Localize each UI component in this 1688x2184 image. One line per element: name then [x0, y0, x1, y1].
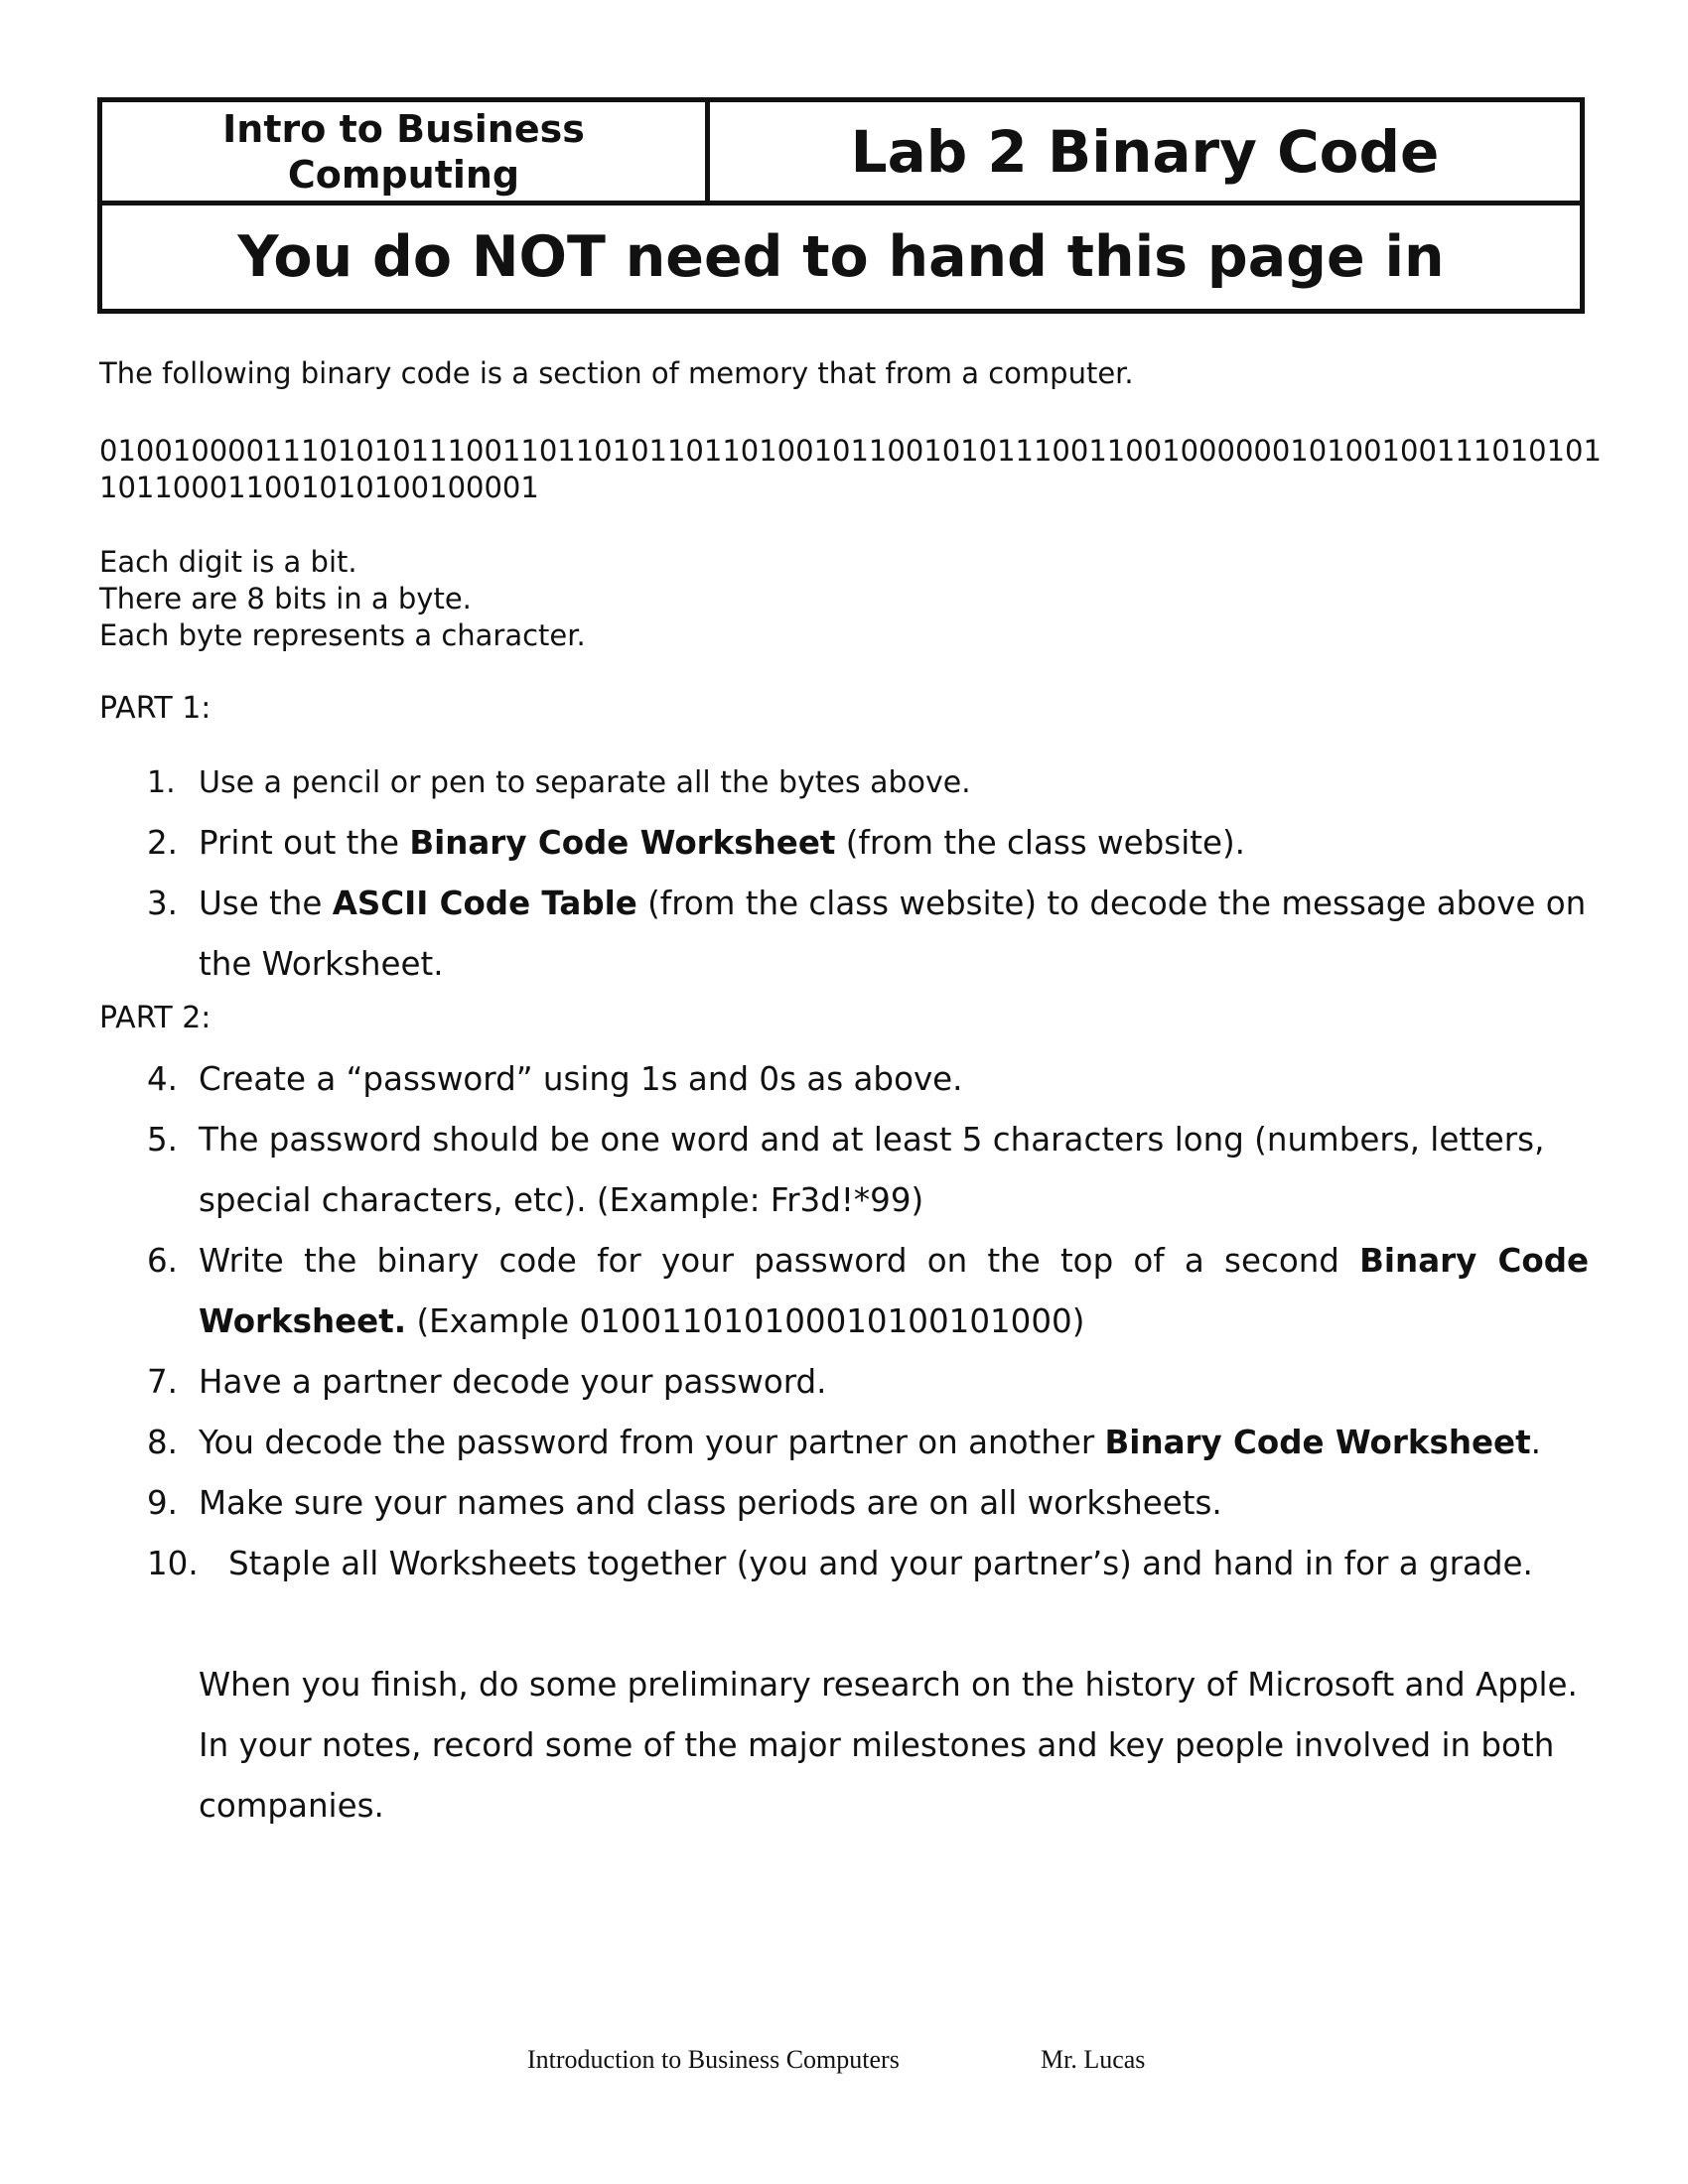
step-bold-text: Binary Code Worksheet [1104, 1424, 1531, 1461]
step-item [99, 1534, 1589, 1594]
step-number: 3. [147, 885, 179, 922]
lab-title: Lab 2 Binary Code [850, 117, 1440, 186]
step-number: 1. [147, 765, 176, 800]
step-text: Staple all Worksheets together (you and your partner’s) and hand in for a grade. [228, 1545, 1533, 1582]
binary-code: 0100100001110101011100110110101101101001011001010111001100100000010100100111010101101100011001010100100001 [99, 434, 1602, 504]
step-item [99, 1049, 1589, 1110]
fact-line: Each byte represents a character. [99, 618, 586, 652]
step-item [99, 752, 1589, 813]
step-text: (from the class website) to decode the message above on the Worksheet. [199, 885, 1587, 983]
footer-course: Introduction to Business Computers [527, 2045, 900, 2074]
step-text: (Example 010011010100010100101000) [406, 1302, 1085, 1340]
step-text: Use a pencil or pen to separate all the bytes above. [199, 765, 971, 800]
step-number: 9. [147, 1484, 179, 1522]
hand-in-notice: You do NOT need to hand this page in [237, 224, 1445, 290]
step-text: Write the binary code for your password on the top of a second [199, 1242, 1360, 1280]
part1-steps [99, 752, 1589, 995]
step-text: . [1530, 1424, 1541, 1461]
step-text: Use the [199, 885, 333, 922]
step-bold-text: Binary Code Worksheet. [199, 1242, 1590, 1340]
closing-paragraph: When you finish, do some preliminary research on the history of Microsoft and Apple. In your notes, record some of the major milestones and key people involved in both companies. [199, 1666, 1578, 1825]
title-box [97, 97, 1585, 314]
title-box-top-row [102, 102, 1580, 205]
step-number: 2. [147, 824, 179, 862]
step-number: 7. [147, 1363, 179, 1401]
step-number: 4. [147, 1060, 179, 1098]
intro-text: The following binary code is a section of memory that from a computer. [99, 356, 1134, 390]
step-number: 8. [147, 1424, 179, 1461]
step-item [99, 813, 1589, 874]
course-name-line1: Intro to Business [222, 106, 585, 151]
course-name-line2: Computing [287, 152, 520, 197]
fact-line: There are 8 bits in a byte. [99, 582, 472, 615]
step-text: Make sure your names and class periods are on all worksheets. [199, 1484, 1222, 1522]
step-text: Have a partner decode your password. [199, 1363, 827, 1401]
step-item [99, 1231, 1589, 1352]
part2-steps [99, 1049, 1589, 1594]
step-item [99, 874, 1589, 995]
footer-teacher: Mr. Lucas [1041, 2045, 1146, 2074]
step-bold-text: ASCII Code Table [332, 885, 637, 922]
step-text: The password should be one word and at least 5 characters long (numbers, letters, special characters, etc). (Example: Fr3d!*99) [199, 1121, 1545, 1219]
step-text: Create a “password” using 1s and 0s as above. [199, 1060, 963, 1098]
step-number: 5. [147, 1121, 179, 1159]
step-item [99, 1413, 1589, 1473]
step-number: 10. [147, 1545, 199, 1582]
bit-facts [99, 544, 1589, 654]
step-number: 6. [147, 1242, 179, 1280]
fact-line: Each digit is a bit. [99, 545, 357, 579]
step-text: (from the class website). [835, 824, 1245, 862]
part2-heading: PART 2: [99, 1001, 211, 1035]
part1-heading: PART 1: [99, 691, 211, 726]
step-item [99, 1473, 1589, 1534]
course-name [102, 102, 710, 201]
step-item [99, 1110, 1589, 1231]
step-item [99, 1352, 1589, 1413]
step-bold-text: Binary Code Worksheet [409, 824, 836, 862]
step-text: You decode the password from your partner on another [199, 1424, 1105, 1461]
step-text: Print out the [199, 824, 410, 862]
